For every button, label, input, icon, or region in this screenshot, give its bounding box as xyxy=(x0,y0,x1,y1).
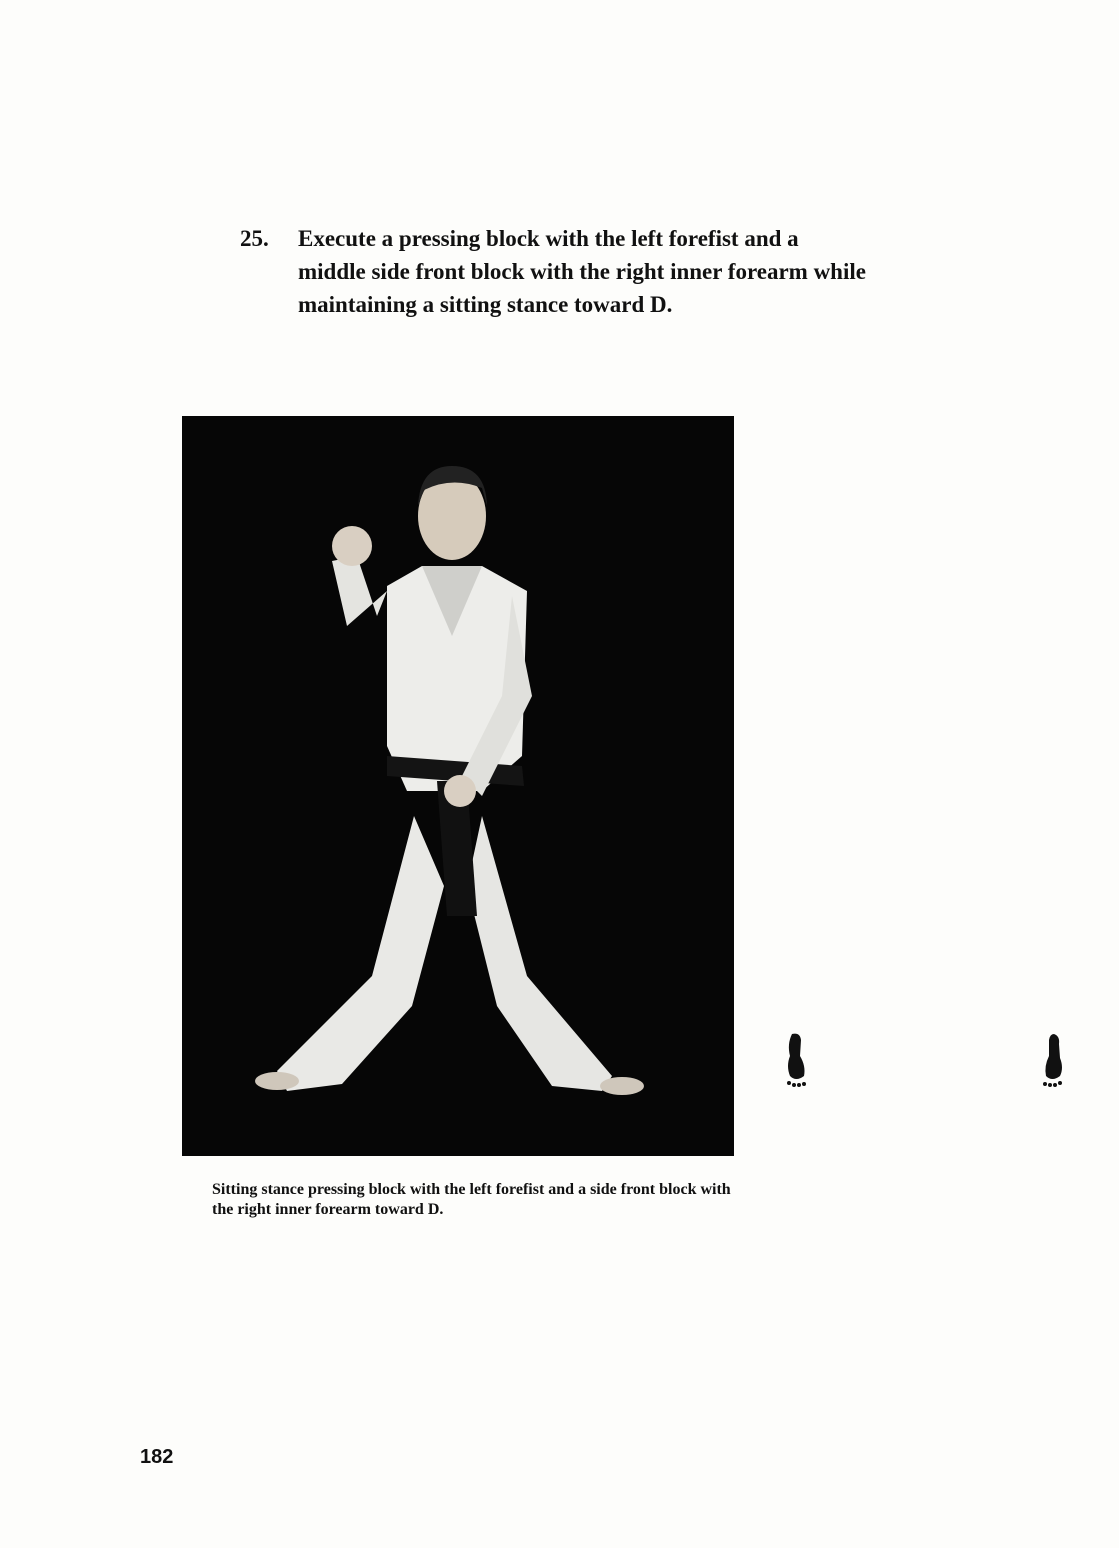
page-number: 182 xyxy=(140,1446,174,1468)
step-instruction xyxy=(240,222,880,321)
step-number: 25. xyxy=(240,226,269,251)
technique-photo xyxy=(182,416,734,1156)
left-footprint-icon xyxy=(784,1032,810,1088)
step-text: Execute a pressing block with the left forefist and a middle side front block with the right inner forearm while maintaining a sitting stance toward D. xyxy=(298,226,866,317)
martial-artist-illustration xyxy=(182,416,734,1156)
right-footprint-icon xyxy=(1040,1032,1066,1088)
figure-caption: Sitting stance pressing block with the left forefist and a side front block with the right inner forearm toward D. xyxy=(212,1181,731,1218)
